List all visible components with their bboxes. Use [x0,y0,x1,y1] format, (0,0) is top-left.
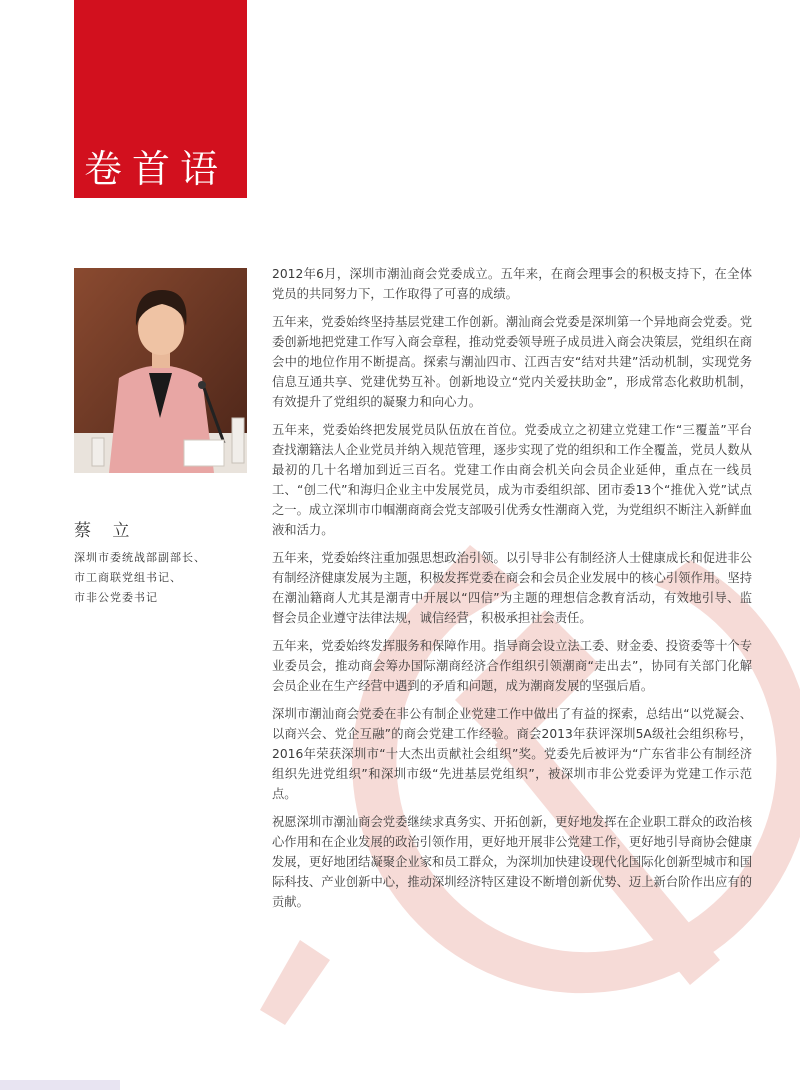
paragraph: 五年来，党委始终把发展党员队伍放在首位。党委成立之初建立党建工作“三覆盖”平台查找潮籍法人企业党员并纳入规范管理，逐步实现了党的组织和工作全覆盖，党员人数从最初的几十名增加到近三百名。党建工作由商会机关向会员企业延伸，重点在一线员工、“创二代”和海归企业主中发展党员，成为市委组织部、团市委13个“推优入党”试点之一。成立深圳市巾帼潮商商会党支部吸引优秀女性潮商入党，为党组织不断注入新鲜血液和活力。 [272,423,752,537]
position-line: 市非公党委书记 [74,591,158,604]
position-line: 深圳市委统战部副部长、 [74,551,206,564]
article-body [272,264,752,920]
paragraph: 五年来，党委始终注重加强思想政治引领。以引导非公有制经济人士健康成长和促进非公有制经济健康发展为主题，积极发挥党委在商会和会员企业发展中的核心引领作用。坚持在潮汕籍商人尤其是潮青中开展以“四信”为主题的理想信念教育活动，有效地引导、监督会员企业遵守法律法规，诚信经营，积极承担社会责任。 [272,551,752,625]
paragraph: 五年来，党委始终发挥服务和保障作用。指导商会设立法工委、财金委、投资委等十个专业委员会，推动商会筹办国际潮商经济合作组织引领潮商“走出去”，协同有关部门化解会员企业在生产经营中遇到的矛盾和问题，成为潮商发展的坚强后盾。 [272,639,752,693]
page-footer-strip [0,1080,120,1090]
paragraph: 2012年6月，深圳市潮汕商会党委成立。五年来，在商会理事会的积极支持下，在全体党员的共同努力下，工作取得了可喜的成绩。 [272,267,752,301]
person-name: 蔡 立 [74,521,138,541]
page-title: 卷首语 [84,147,229,191]
portrait-photo [74,268,247,473]
position-line: 市工商联党组书记、 [74,571,182,584]
paragraph: 深圳市潮汕商会党委在非公有制企业党建工作中做出了有益的探索，总结出“以党凝会、以商兴会、党企互融”的商会党建工作经验。商会2013年获评深圳5A级社会组织称号，2016年荣获深圳市“十大杰出贡献社会组织”奖。党委先后被评为“广东省非公有制经济组织先进党组织”和深圳市级“先进基层党组织”，被深圳市非公党委评为党建工作示范点。 [272,707,752,801]
paragraph: 五年来，党委始终坚持基层党建工作创新。潮汕商会党委是深圳第一个异地商会党委。党委创新地把党建工作写入商会章程，推动党委领导班子成员进入商会决策层，党组织在商会中的地位作用不断提高。探索与潮汕四市、江西吉安“结对共建”活动机制，实现党务信息互通共享、党建优势互补。创新地设立“党内关爱扶助金”，形成常态化救助机制，有效提升了党组织的凝聚力和向心力。 [272,315,752,409]
title-banner [74,0,247,198]
person-positions [74,548,206,608]
paragraph: 祝愿深圳市潮汕商会党委继续求真务实、开拓创新，更好地发挥在企业职工群众的政治核心作用和在企业发展的政治引领作用，更好地开展非公党建工作，更好地引导商协会健康发展，更好地团结凝聚企业家和员工群众，为深圳加快建设现代化国际化创新型城市和国际科技、产业创新中心，推动深圳经济特区建设不断增创新优势、迈上新台阶作出应有的贡献。 [272,815,752,909]
